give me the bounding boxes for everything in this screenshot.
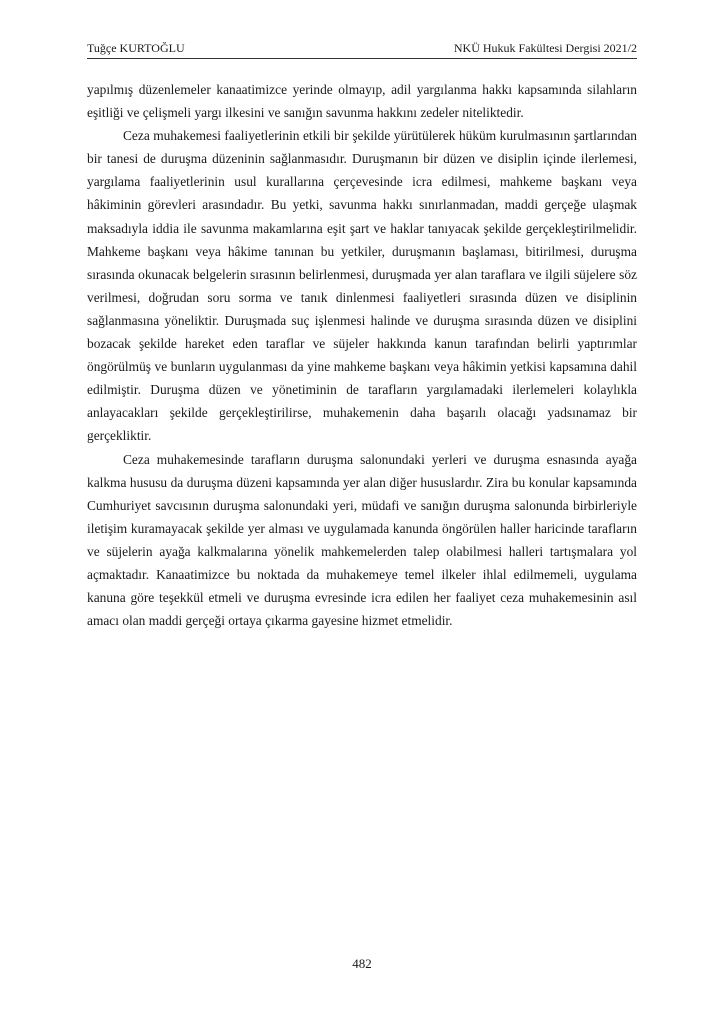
paragraph-continued: yapılmış düzenlemeler kanaatimizce yerinde olmayıp, adil yargılanma hakkı kapsamında silahların eşitliği ve çelişmeli yargı ilkesini ve sanığın savunma hakkını zedeler niteliktedir. <box>87 82 637 121</box>
header-journal: NKÜ Hukuk Fakültesi Dergisi 2021/2 <box>453 41 637 55</box>
body-text <box>87 78 637 632</box>
header-author: Tuğçe KURTOĞLU <box>87 41 185 55</box>
page-number: 482 <box>352 956 372 971</box>
paragraph: Ceza muhakemesi faaliyetlerinin etkili bir şekilde yürütülerek hüküm kurulmasının şartlarından bir tanesi de duruşma düzeninin sağlanmasıdır. Duruşmanın bir düzen ve disiplin içinde ilerlemesi, yargılama faaliyetlerinin usul kurallarına çerçevesinde icra edilmesi, mahkeme başkanı veya hâkiminin görevleri arasındadır. Bu yetki, savunma hakkı sınırlanmadan, maddi gerçeğe ulaşmak maksadıyla iddia ile savunma makamlarına eşit şart ve haklar tanıyacak şekilde gerçekleştirilmelidir. Mahkeme başkanı veya hâkime tanınan bu yetkiler, duruşmanın başlaması, bitirilmesi, duruşma sırasında okunacak belgelerin sırasının belirlenmesi, duruşmada yer alan taraflara ve ilgili süjelere söz verilmesi, doğrudan soru sorma ve tanık dinlenmesi faaliyetleri sırasında düzen ve disiplinin sağlanmasına yöneliktir. Duruşmada suç işlenmesi halinde ve duruşma sırasında düzen ve disiplini bozacak şekilde hareket eden taraflar ve süjeler hakkında kanun tarafından belirli yaptırımlar öngörülmüş ve bunların uygulanması da yine mahkeme başkanı veya hâkimin yetkisi kapsamına dahil edilmiştir. Duruşma düzen ve yönetiminin de tarafların yargılamadaki ilerlemeleri kolaylıkla anlayacakları şekilde gerçekleştirilirse, muhakemenin daha başarılı olacağı yadsınamaz bir gerçekliktir. <box>87 128 637 444</box>
paragraph: Ceza muhakemesinde tarafların duruşma salonundaki yerleri ve duruşma esnasında ayağa kalkma hususu da duruşma düzeni kapsamında yer alan diğer hususlardır. Zira bu konular kapsamında Cumhuriyet savcısının duruşma salonundaki yeri, müdafi ve sanığın duruşma salonunda birbirleriyle iletişim kuramayacak şekilde yer alması ve uygulamada kanunda öngörülen haller haricinde tarafların ve süjelerin ayağa kalkmalarına yönelik mahkemelerden talep olabilmesi halleri tartışmalara yol açmaktadır. Kanaatimizce bu noktada da muhakemeye temel ilkeler ihlal edilmemeli, uygulama kanuna göre teşekkül etmeli ve duruşma evresinde icra edilen her faaliyet ceza muhakemesinin asıl amacı olan maddi gerçeği ortaya çıkarma gayesine hizmet etmelidir. <box>87 451 637 629</box>
running-header <box>87 38 637 59</box>
